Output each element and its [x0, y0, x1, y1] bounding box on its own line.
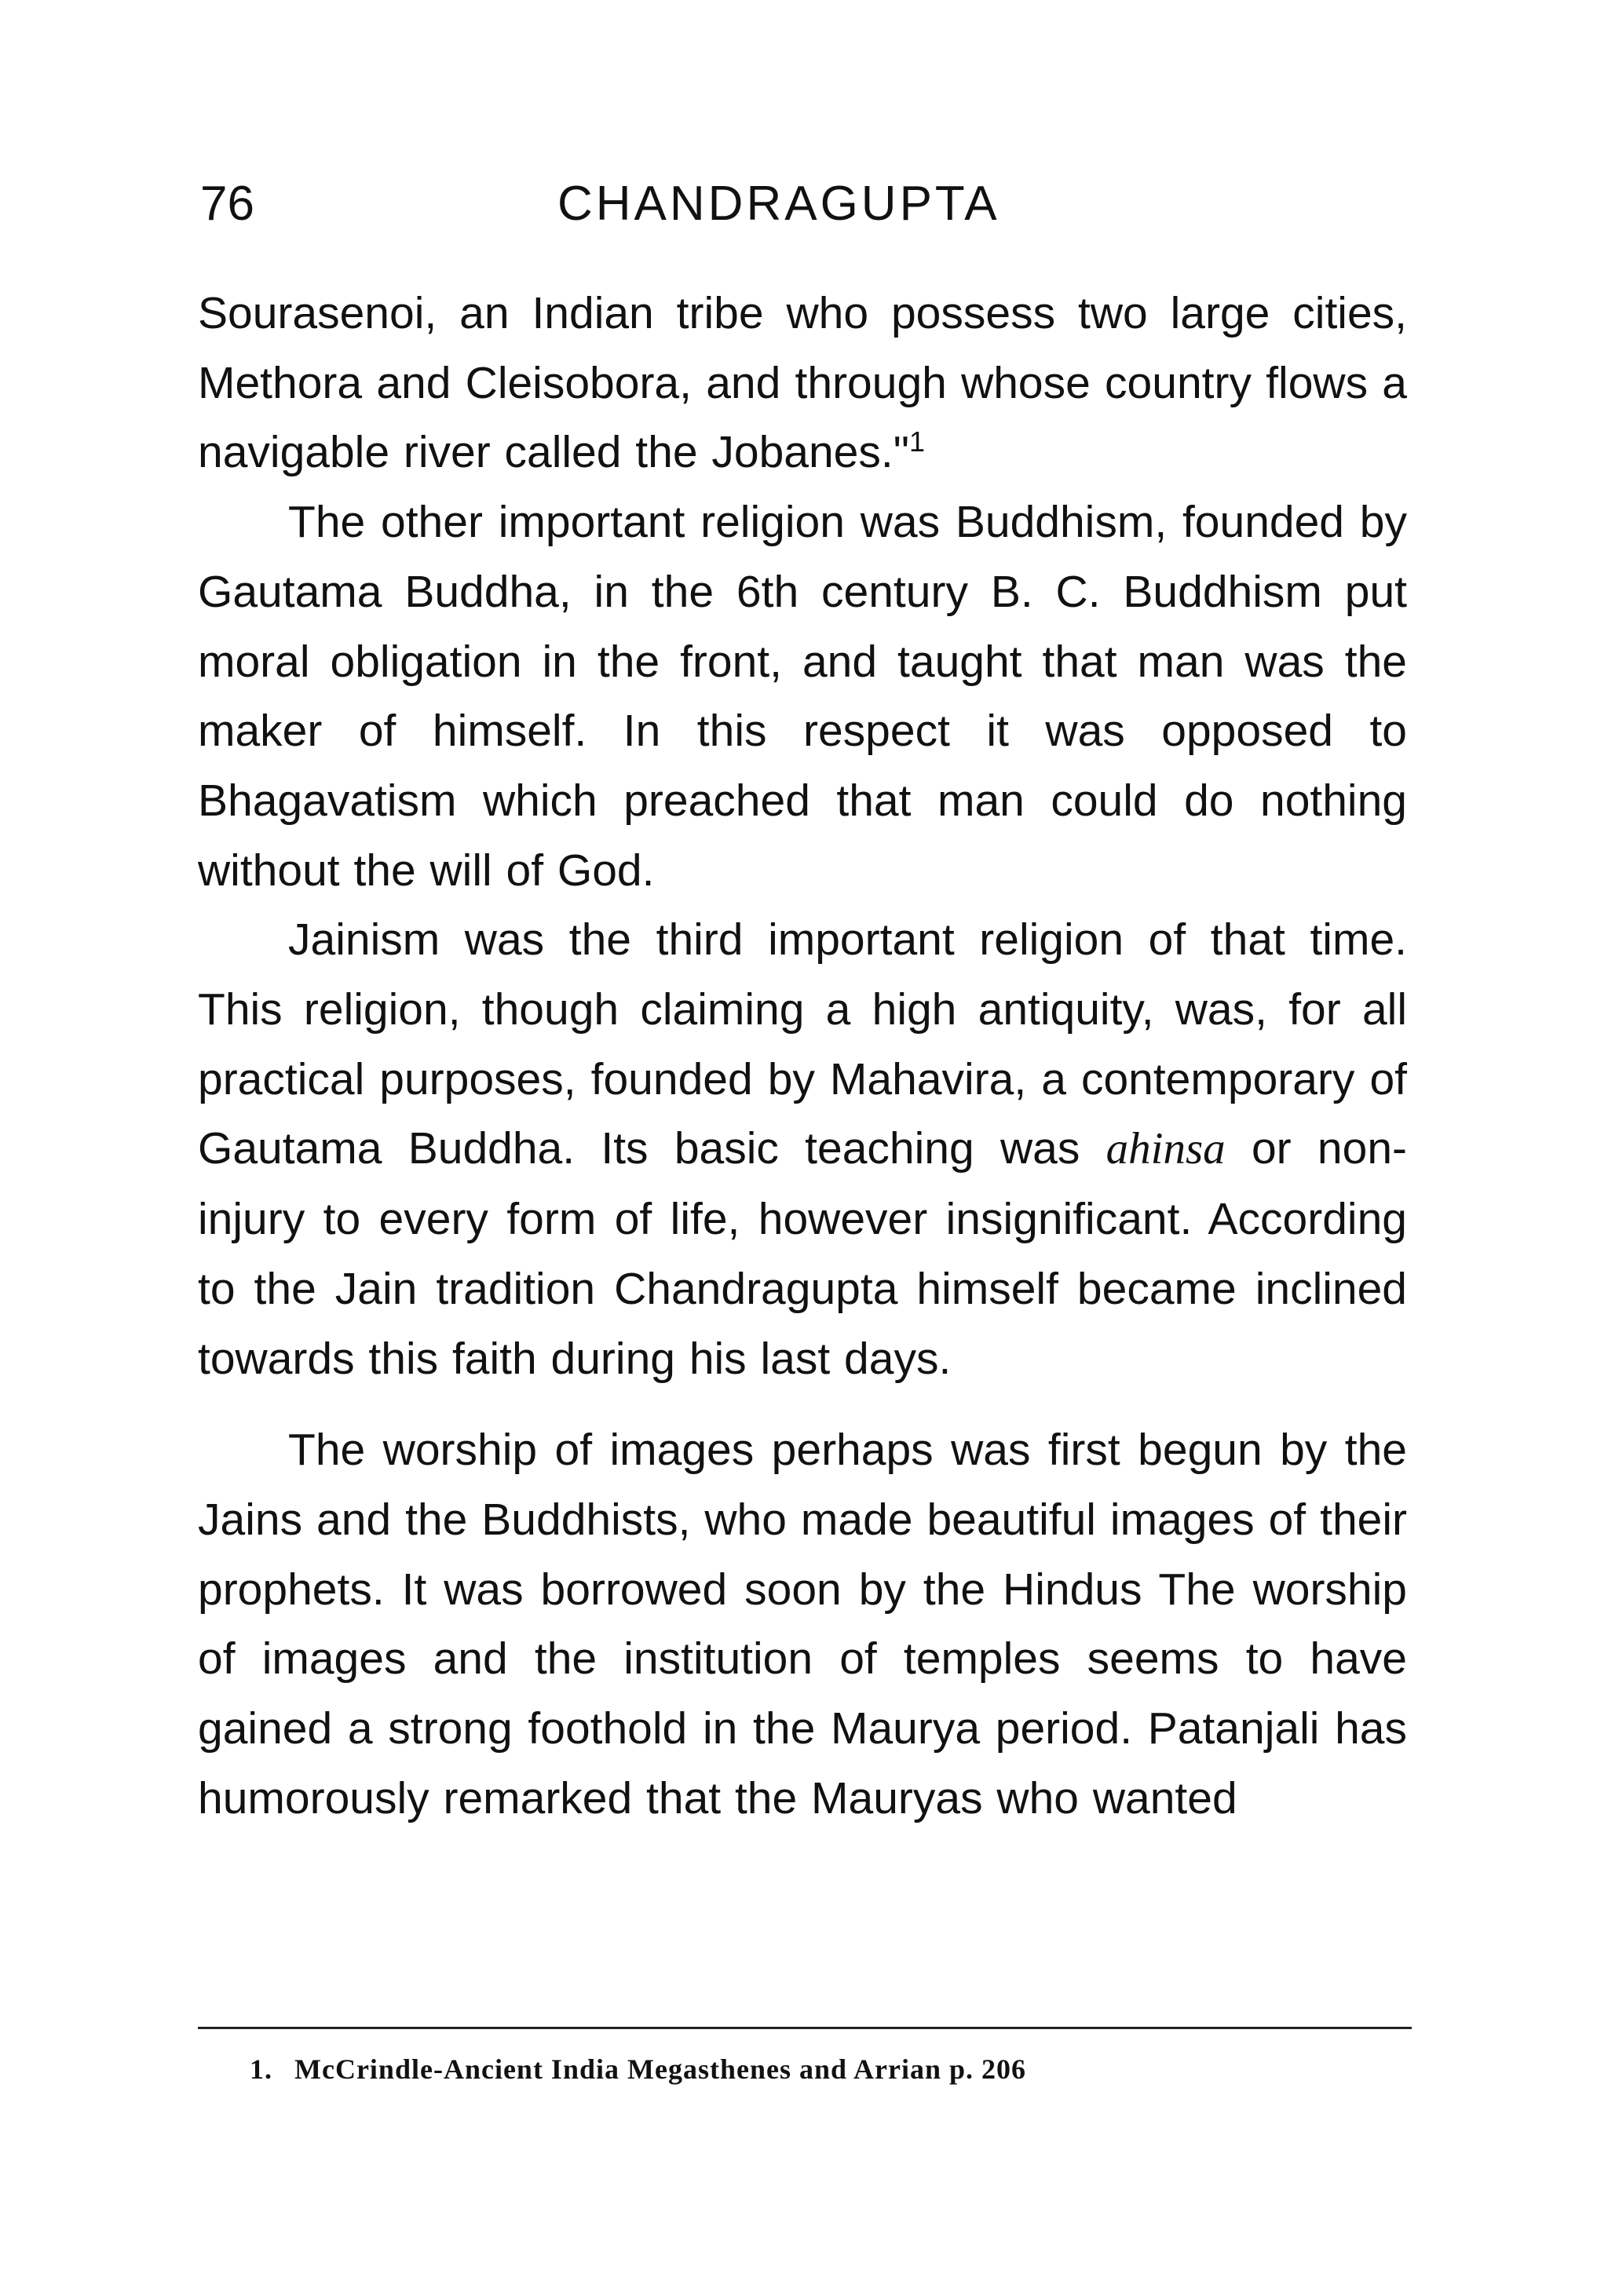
footnote-text: McCrindle-Ancient India Megasthenes and Arrian p. 206 — [294, 2053, 1027, 2085]
paragraph-2 — [198, 487, 1407, 905]
footnote-divider — [198, 2027, 1412, 2029]
paragraph-3-text-after: or non-injury to every form of life, however insignificant. According to the Jain tradition Chandragupta himself became inclined towards this faith during his last days. — [198, 1123, 1408, 1384]
italic-term: ahinsa — [1106, 1124, 1226, 1174]
footnote-reference: 1 — [908, 425, 925, 458]
page-header — [200, 173, 1425, 243]
paragraph-4-text: The worship of images perhaps was first begun by the Jains and the Buddhists, who made beautiful images of their prophets. It was borrowed soon by the Hindus The worship of images and the institution of temples seems to have gained a strong foothold in the Maurya period. Patanjali has humorously remarked that the Mauryas who wanted — [198, 1425, 1407, 1823]
footnote-number: 1. — [250, 2053, 272, 2085]
body-text — [198, 279, 1407, 1833]
running-title: CHANDRAGUPTA — [557, 177, 1000, 231]
paragraph-1 — [198, 279, 1407, 487]
paragraph-1-text: Sourasenoi, an Indian tribe who possess two large cities, Methora and Cleisobora, and through whose country flows a navigable river called the Jobanes." — [198, 288, 1407, 478]
paragraph-4 — [198, 1415, 1407, 1833]
paragraph-3 — [198, 905, 1407, 1393]
page-number: 76 — [200, 177, 254, 231]
footnote — [250, 2050, 1396, 2088]
paragraph-3-text: Jainism was the third important religion of that time. This religion, though claiming a high antiquity, was, for all practical purposes, founded by Mahavira, a contemporary of Gautama Buddha. Its basic teaching was — [198, 914, 1407, 1174]
paragraph-2-text: The other important religion was Buddhism, founded by Gautama Buddha, in the 6th century B. C. Buddhism put moral obligation in the front, and taught that man was the maker of himself. In this respect it was opposed to Bhagavatism which preached that man could do nothing without the will of God. — [198, 497, 1407, 896]
